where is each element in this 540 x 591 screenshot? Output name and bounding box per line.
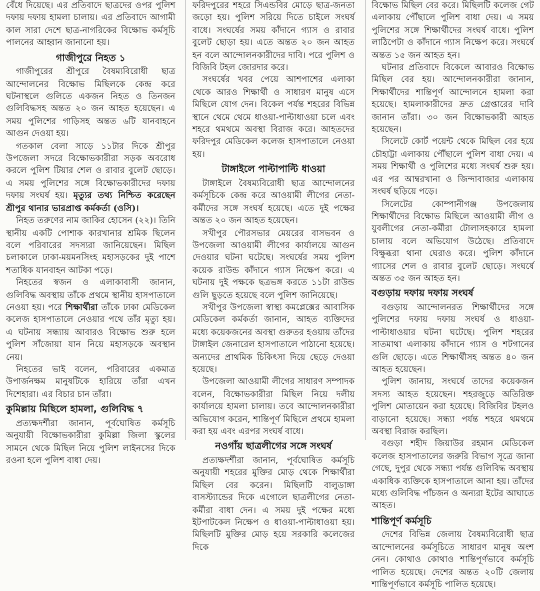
paragraph: বগুড়ায় আন্দোলনরত শিক্ষার্থীদের সঙ্গে পুলিশের দফায় দফায় সংঘর্ষ ও ধাওয়া-পাল্টাধাওয়ার ঘটনা ঘটেছে। পুলিশ শহরের সাতমাথা এলাকায় কাঁদানে গ্যাস ও শটগানের গুলি ছোড়ে। এতে শিক্ষার্থীসহ অন্তত ৪০ জন আহত হয়েছেন। [371, 302, 534, 375]
paragraph: সিলেটের কোম্পানীগঞ্জ উপজেলায় শিক্ষার্থীদের বিক্ষোভ মিছিলে আওয়ামী লীগ ও যুবলীগের নেতা-কর্মীরা টোলাসহকারে হামলা চালায় বলে অভিযোগ উঠেছে। প্রতিবাদে বিক্ষুব্ধরা থানা ঘেরাও করে। পুলিশ কাঁদানে গ্যাসের শেল ও রাবার বুলেট ছোড়ে। সংঘর্ষে অন্তত ৩৫ জন আহত হন। [371, 199, 534, 284]
paragraph-text: তাঁকে ঢাকা মেডিকেল কলেজ হাসপাতালে নেওয়ার পথে তাঁর মৃত্যু হয়। এ ঘটনায় সন্ধ্যায় আবারও বিক্ষোভ শুরু হলে পুলিশ সাঁজোয়া যান নিয়ে মহাসড়কে অবস্থান নেয়। [6, 302, 176, 363]
paragraph: নিহত তরুণের নাম জাকির হোসেন (২২)। তিনি স্থানীয় একটি পোশাক কারখানার শ্রমিক ছিলেন বলে পরিবারের সদস্যরা জানিয়েছেন। মিছিল চলাকালে ঢাকা-ময়মনসিংহ মহাসড়কের দুই পাশে শতাধিক যানবাহন আটকা পড়ে। [6, 216, 176, 276]
highlight-text: মৃত্যুর তথ্য নিশ্চিত করেছেন শ্রীপুর থানার ভারপ্রাপ্ত কর্মকর্তা (ওসি)। [6, 191, 176, 214]
column-right [365, 0, 534, 591]
paragraph: সখীপুর পৌরসভার মেয়রের বাসভবন ও উপজেলা আওয়ামী লীগের কার্যালয়ে আগুন দেওয়ার ঘটনা ঘটেছে। সংঘর্ষের সময় পুলিশ কয়েক রাউন্ড কাঁদানে গ্যাস নিক্ষেপ করে। এ ঘটনায় দুই পক্ষকে ছত্রভঙ্গ করতে ১১টা রাউন্ড গুলি ছুড়তে হয়েছে বলে পুলিশ জানিয়েছে। [192, 228, 355, 301]
paragraph: বেঁধে দিয়েছে। এর প্রতিবাদে ছাত্রদের ওপর পুলিশ দফায় দফায় হামলা চালায়। এর প্রতিবাদে আগামী কাল সারা দেশে ছাত্র-নাগরিকের বিক্ষোভ কর্মসূচি পালনের আহ্বান জানানো হয়। [6, 1, 176, 49]
paragraph-text: গতকাল বেলা সাড়ে ১১টার দিকে শ্রীপুর উপজেলা সদরে বিক্ষোভকারীরা সড়ক অবরোধ করলে পুলিশ টিয়ার শেল ও রাবার বুলেট ছোড়ে। এ সময় পুলিশের সঙ্গে বিক্ষোভকারীদের দফায় দফায় সংঘর্ষ হয়। [6, 141, 176, 202]
paragraph: প্রত্যক্ষদর্শীরা জানান, পূর্বঘোষিত কর্মসূচি অনুযায়ী শহরের মুক্তির মোড় থেকে শিক্ষার্থীরা মিছিল বের করেন। মিছিলটি বালুডাঙ্গা বাসস্ট্যান্ডের দিকে এগোলে ছাত্রলীগের নেতা-কর্মীরা বাধা দেন। এ সময় দুই পক্ষের মধ্যে ইটপাটকেল নিক্ষেপ ও ধাওয়া-পাল্টাধাওয়া হয়। মিছিলটি মুক্তির মোড় হয়ে সরকারি কলেজের দিকে [192, 456, 355, 553]
paragraph: পুলিশ জানায়, সংঘর্ষে তাদের কয়েকজন সদস্য আহত হয়েছেন। শহরজুড়ে অতিরিক্ত পুলিশ মোতায়েন করা হয়েছে। বিজিবির টহলও বাড়ানো হয়েছে। সন্ধ্যা পর্যন্ত শহরে থমথমে অবস্থা বিরাজ করছিল। [371, 377, 534, 437]
column-left [6, 0, 176, 466]
section-heading-gazipur: গাজীপুরে নিহত ১ [55, 52, 126, 64]
highlight-text: শিক্ষার্থীরা [65, 302, 98, 313]
paragraph: বিক্ষোভ মিছিল বের করে। মিছিলটি কলেজ গেট এলাকায় পৌঁছালে পুলিশ বাধা দেয়। এ সময় পুলিশের সঙ্গে শিক্ষার্থীদের সংঘর্ষ বাধে। পুলিশ লাঠিপেটা ও কাঁদানে গ্যাস নিক্ষেপ করে। সংঘর্ষে অন্তত ১৫ জন আহত হন। [371, 1, 534, 61]
section-heading-peaceful: শান্তিপূর্ণ কর্মসূচি [371, 515, 432, 527]
column-middle [185, 0, 355, 553]
paragraph: সখীপুর উপজেলা স্বাস্থ্য কমপ্লেক্সের আবাসিক মেডিকেল কর্মকর্তা জানান, আহত ব্যক্তিদের মধ্যে কয়েকজনের অবস্থা গুরুতর হওয়ায় তাঁদের টাঙ্গাইল জেনারেল হাসপাতালে পাঠানো হয়েছে। অন্যদের প্রাথমিক চিকিৎসা দিয়ে ছেড়ে দেওয়া হয়েছে। [192, 302, 355, 375]
paragraph: দেশের বিভিন্ন জেলায় বৈষম্যবিরোধী ছাত্র আন্দোলনের কর্মসূচিতে সাধারণ মানুষ অংশ নেন। কোথাও কোথাও শান্তিপূর্ণভাবে কর্মসূচি পালিত হয়েছে। দেশের অন্তত ২০টি জেলায় শান্তিপূর্ণভাবে কর্মসূচি পালিত হয়েছে। [371, 530, 534, 591]
paragraph-text: নিহতের স্বজন ও এলাকাবাসী জানান, গুলিবিদ্ধ অবস্থায় তাঁকে প্রথমে স্থানীয় হাসপাতালে নেওয়া হয়। পরে [6, 278, 176, 313]
paragraph: ঘটনার প্রতিবাদে বিকেলে আবারও বিক্ষোভ মিছিল বের হয়। আন্দোলনকারীরা জানান, শিক্ষার্থীদের শান্তিপূর্ণ আন্দোলনে হামলা করা হয়েছে। হামলাকারীদের দ্রুত গ্রেপ্তারের দাবি জানান তাঁরা। ৩০ জন বিক্ষোভকারী আহত হয়েছেন। [371, 63, 534, 136]
paragraph: টাঙ্গাইলে বৈষম্যবিরোধী ছাত্র আন্দোলনের কর্মসূচিকে কেন্দ্র করে আওয়ামী লীগের নেতা-কর্মীদের সঙ্গে সংঘর্ষ হয়েছে। এতে দুই পক্ষের অন্তত ২০ জন আহত হয়েছেন। [192, 178, 355, 227]
section-heading-naogaon: নওগাঁয় ছাত্রলীগের সঙ্গে সংঘর্ষ [215, 441, 332, 453]
paragraph [6, 277, 175, 364]
section-heading-cumilla: কুমিল্লায় মিছিলে হামলা, গুলিবিদ্ধ ৭ [6, 404, 144, 416]
paragraph [6, 141, 175, 215]
paragraph: গাজীপুরের শ্রীপুরে বৈষম্যবিরোধী ছাত্র আন্দোলনের বিক্ষোভ মিছিলকে কেন্দ্র করে ঘটনাস্থলে গুলিতে একজন নিহত ও তিনজন গুলিবিদ্ধসহ অন্তত ২০ জন আহত হয়েছেন। এ সময় পুলিশের গাড়িসহ অন্তত ৬টি যানবাহনে আগুন দেওয়া হয়। [6, 67, 176, 140]
paragraph: প্রত্যক্ষদর্শীরা জানান, পূর্বঘোষিত কর্মসূচি অনুযায়ী বিক্ষোভকারীরা কুমিল্লা জিলা স্কুলের সামনে থেকে মিছিল নিয়ে পুলিশ লাইনসের দিকে রওনা হলে পুলিশ বাধা দেয়। [6, 418, 176, 466]
section-heading-bogura: বগুড়ায় দফায় দফায় সংঘর্ষ [371, 288, 474, 300]
paragraph: সংঘর্ষের খবর পেয়ে আশপাশের এলাকা থেকে আরও শিক্ষার্থী ও সাধারণ মানুষ এসে মিছিলে যোগ দেন। বিকেল পর্যন্ত শহরের বিভিন্ন স্থানে থেমে থেমে ধাওয়া-পাল্টাধাওয়া চলে এবং শহরে থমথমে অবস্থা বিরাজ করে। আহতদের ফরিদপুর মেডিকেল কলেজ হাসপাতালে নেওয়া হয়। [192, 75, 355, 160]
paragraph: বগুড়া শহীদ জিয়াউর রহমান মেডিকেল কলেজ হাসপাতালের জরুরি বিভাগ সূত্রে জানা গেছে, দুপুর থেকে সন্ধ্যা পর্যন্ত গুলিবিদ্ধ অবস্থায় একাধিক ব্যক্তিকে হাসপাতালে আনা হয়। তাঁদের মধ্যে গুলিবিদ্ধ পাঁচজন ও অন্যরা ইটের আঘাতে আহত। [371, 439, 534, 512]
paragraph: উপজেলা আওয়ামী লীগের সাধারণ সম্পাদক বলেন, বিক্ষোভকারীরা মিছিল নিয়ে দলীয় কার্যালয়ে হামলা চালায়। তবে আন্দোলনকারীরা অভিযোগ করেন, শান্তিপূর্ণ মিছিলে প্রথমে হামলা করা হয় এবং এরপর সংঘর্ষ বাধে। [192, 377, 355, 437]
section-heading-tangail: টাঙ্গাইলে পাল্টাপাল্টি ধাওয়া [221, 164, 326, 176]
paragraph: সিলেটে কোর্ট পয়েন্ট থেকে মিছিল বের হয়ে চৌহাট্টা এলাকায় পৌঁছালে পুলিশ বাধা দেয়। এ সময় শিক্ষার্থী ও পুলিশের মধ্যে সংঘর্ষ শুরু হয়। এর পর আম্বরখানা ও জিন্দাবাজার এলাকায় সংঘর্ষ ছড়িয়ে পড়ে। [371, 137, 534, 198]
paragraph: ফরিদপুরের শহরে সিএন্ডবির মোড়ে ছাত্র-জনতা জড়ো হয়। পুলিশ সরিয়ে দিতে চাইলে সংঘর্ষ বাধে। সংঘর্ষের সময় কাঁদানে গ্যাস ও রাবার বুলেট ছোড়া হয়। এতে অন্তত ২০ জন আহত হন বলে আন্দোলনকারীদের দাবি। পরে পুলিশ ও বিজিবি টহল জোরদার করে। [192, 1, 355, 74]
paragraph: নিহতের ভাই বলেন, পরিবারের একমাত্র উপার্জনক্ষম মানুষটিকে হারিয়ে তাঁরা এখন দিশেহারা। এর বিচার চান তাঁরা। [6, 364, 176, 400]
